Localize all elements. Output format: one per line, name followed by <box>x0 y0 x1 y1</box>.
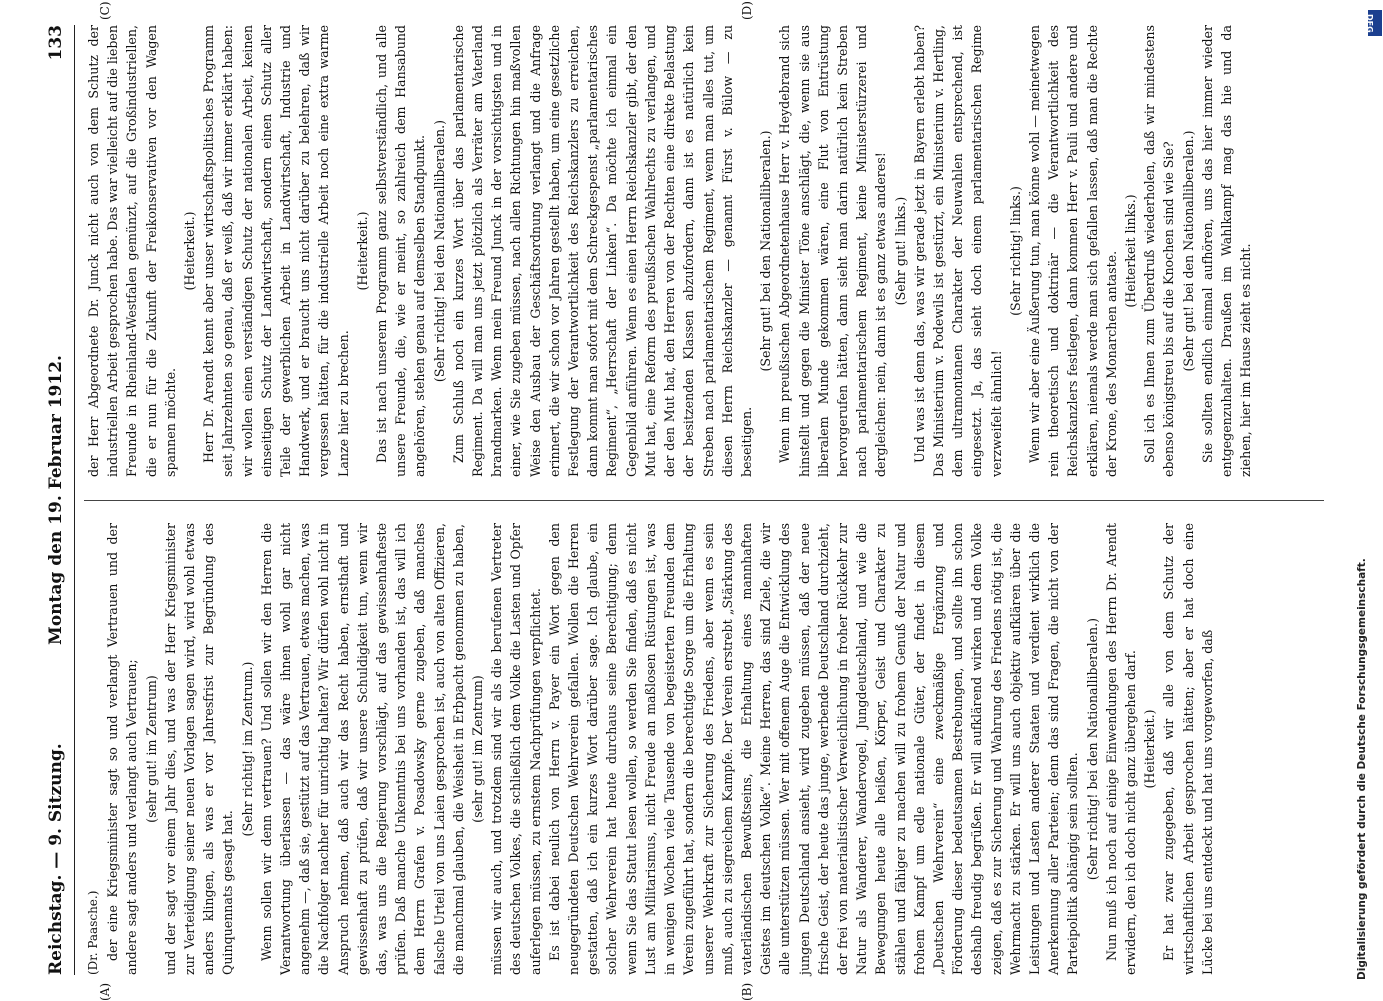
right-paragraph: (Sehr gut! bei den Nationalliberalen.) <box>1180 130 1196 372</box>
dfg-notice: Digitalisierung gefördert durch die Deutsche Forschungsgemeinschaft. <box>1356 558 1368 980</box>
right-paragraph: (Heiterkeit.) <box>354 211 370 291</box>
left-paragraph: Es ist dabei neulich von Herrn v. Payer ein Wort gegen den neugegründeten Deutschen Wehrverein gefallen. Wollen die Herren gestatten, daß ich ein kurzes Wort darüber sage. Ich glaube, ein solcher Wehrverein hat heute durchaus seine Berechtigung; denn wenn Sie das Statut lesen wollen, so werden Sie finden, daß es nicht Lust am Militarismus, nicht Freude an maßlosen Rüstungen ist, was in wenigen Wochen viele Tausende von begeisterten Freunden dem Verein zugeführt hat, sondern die berechtigte Sorge um die Erhaltung unserer Wehrkraft zur Sicherung des Friedens, aber wenn es sein muß, auch zu siegreichem Kampfe. Der Verein erstrebt „Stärkung des vaterländischen Bewußtseins, die Erhaltung eines mannhaften Geistes im deutschen Volke“. Meine Herren, das sind Ziele, die wir alle unterstützen müssen. Wer mit offenem Auge die Entwicklung des jungen Deutschland ansieht, wird zugeben müssen, daß der neue frische Geist, der heute das junge, werbende Deutschland durchzieht, der frei von materialistischer Verweichlichung in froher Rückkehr zur Natur als Wanderer, Wandervogel, Jungdeutschland, und wie die Bewegungen heute alle heißen, Körper, Geist und Charakter zu stählen und fähiger zu machen will zu frohem Genuß der Natur und frohem Kampf um edle nationale Güter, der findet in diesem „Deutschen Wehrverein“ eine zweckmäßige Ergänzung und Förderung dieser bedeutsamen Bestrebungen, und sollte ihn schon deshalb freudig begrüßen. Er will aufklärend wirken und dem Volke zeigen, daß es zur Sicherung und Wahrung des Friedens nötig ist, die Wehrmacht zu stärken. Er will uns auch objektiv aufklären über die Leistungen und Lasten anderer Staaten und verdient wirklich die Anerkennung aller Parteien; denn das sind Fragen, die nicht von der Parteipolitik abhängig sein sollten. <box>546 523 1081 975</box>
left-paragraph: Er hat zwar zugegeben, daß wir alle von dem Schutz der wirtschaftlichen Arbeit gesprochen hätten; aber er hat doch eine Lücke bei uns entdeckt und hat uns vorgeworfen, daß <box>1161 523 1215 975</box>
marker-b: (B) <box>740 982 754 1001</box>
column-divider <box>84 500 1324 501</box>
right-paragraph: Wenn wir aber eine Äußerung tun, man könne wohl — meinetwegen rein theoretisch und doktrinär — die Verantwortlichkeit des Reichskanzlers festlegen, dann kommen Herr v. Pauli und andere und erklären, niemals werde man sich gefallen lassen, daß man die Rechte der Krone, des Monarchen antaste. <box>1026 25 1119 477</box>
left-column <box>84 523 1324 975</box>
marker-d: (D) <box>740 1 754 20</box>
marker-a: (A) <box>98 982 112 1001</box>
right-paragraph: (Sehr richtig! links.) <box>1007 186 1023 316</box>
rotated-page-content <box>40 1 1330 1001</box>
right-paragraph: Und was ist denn das, was wir gerade jetzt in Bayern erlebt haben? Das Ministerium v. Podewils ist gestürzt, ein Ministerium v. Hertling, dem ultramontanen Charakter der Neuwahlen entsprechend, ist eingesetzt. Ja, das sieht doch einem parlamentarischen Regime verzweifelt ähnlich! <box>911 25 1004 477</box>
right-paragraph: der Herr Abgeordnete Dr. Junck nicht auch von dem Schutz der industriellen Arbeit gesprochen habe. Das war vielleicht auf die lieben Freunde in Rheinland-Westfalen gemünzt, auf die Großindustriellen, die er nun für die Zukunft der Freikonservativen vor den Wagen spannen möchte. <box>86 25 178 477</box>
marker-c: (C) <box>98 1 112 20</box>
page-number: 133 <box>46 25 66 61</box>
left-paragraph: (sehr gut! im Zentrum) <box>143 675 159 823</box>
right-paragraph: (Heiterkeit links.) <box>1122 194 1138 308</box>
right-paragraph: Herr Dr. Arendt kennt aber unser wirtschaftspolitisches Programm seit Jahrzehnten so genau, daß er weiß, daß wir immer erklärt haben: wir wollen einen verständigen Schutz der nationalen Arbeit, keinen einseitigen Schutz der Landwirtschaft, sondern einen Schutz aller Teile der gewerblichen Arbeit in Landwirtschaft, Industrie und Handwerk, und er braucht uns nicht darüber zu belehren, daß wir vergessen hätten, für die industrielle Arbeit noch eine extra warme Lanze hier zu brechen. <box>201 25 351 477</box>
left-paragraph: (Sehr richtig! bei den Nationalliberalen.) <box>1084 617 1100 881</box>
left-paragraph: (Heiterkeit.) <box>1142 709 1158 789</box>
page-header <box>40 25 75 975</box>
header-date: Montag den 19. Februar 1912. <box>46 355 66 645</box>
right-paragraph: (Heiterkeit.) <box>182 211 198 291</box>
right-paragraph: Sie sollten endlich einmal aufhören, uns das hier immer wieder entgegenzuhalten. Draußen im Wahlkampf mag das hie und da ziehen, hier im Hause zieht es nicht. <box>1199 25 1254 477</box>
right-paragraph: (Sehr richtig! bei den Nationalliberalen.) <box>431 119 447 383</box>
right-paragraph: (Sehr gut! links.) <box>892 196 908 306</box>
right-paragraph: Wenn im preußischen Abgeordnetenhause Herr v. Heydebrand sich hinstellt und gegen die Minister Töne anschlägt, die, wenn sie aus liberalem Munde gekommen wären, eine Flut von Entrüstung hervorgerufen hätten, dann sieht man darin natürlich kein Streben nach parlamentarischem Regiment, keine Ministerstürzerei und dergleichen: nein, dann ist es ganz etwas anderes! <box>777 25 889 477</box>
left-paragraph: Wenn sollen wir denn vertrauen? Und sollen wir den Herren die Verantwortung überlassen — das wäre ihnen wohl gar nicht angenehm —, daß sie, gestützt auf das Vertrauen, etwas machen, was die Nachfolger nachher für unrichtig halten? Wir dürfen wohl nicht in Anspruch nehmen, daß auch wir das Recht haben, ernsthaft und gewissenhaft zu prüfen, daß wir unsere Schuldigkeit tun, wenn wir das, was uns die Regierung vorschlägt, auf das gewissenhafteste prüfen. Daß manche Unkenntnis bei uns vorhanden ist, das will ich dem Herrn Grafen v. Posadowsky gerne zugeben, daß manches falsche Urteil von uns Laien gesprochen ist, auch von alten Offizieren, die manchmal glauben, die Weisheit in Erbpacht genommen zu haben, <box>258 523 466 975</box>
right-paragraph: Zum Schluß noch ein kurzes Wort über das parlamentarische Regiment. Da will man uns jetzt plötzlich als Verräter am Vaterland brandmarken. Wenn mein Freund Junck in der vorsichtigsten und in einer, wie Sie zugeben müssen, nach allen Richtungen hin maßvollen Weise den Ausbau der Geschäftsordnung verlangt und die Anfrage erinnert, die wir schon vor Jahren gestellt haben, um eine gesetzliche Festlegung der Verantwortlichkeit des Reichskanzlers zu erreichen, dann kommt man sofort mit dem Schreckgespenst „parlamentarisches Regiment“, „Herrschaft der Linken“. Da möchte ich einmal ein Gegenbild anführen. Wenn es einen Herrn Reichskanzler gibt, der den Mut hat, eine Reform des preußischen Wahlrechts zu verlangen, und der den Mut hat, den Herren von der Rechten eine direkte Belastung der besitzenden Klassen abzufordern, dann ist es natürlich kein Streben nach parlamentarischem Regiment, wenn man alles tut, um diesen Herrn Reichskanzler — genannt Fürst v. Bülow — zu beseitigen. <box>450 25 754 477</box>
left-paragraph: (Dr. Paasche.) <box>86 890 100 975</box>
left-paragraph: (sehr gut! im Zentrum) <box>470 675 486 823</box>
left-paragraph: Nun muß ich noch auf einige Einwendungen des Herrn Dr. Arendt erwidern, den ich doch nicht ganz übergehen darf. <box>1103 523 1138 975</box>
left-paragraph: müssen wir auch, und trotzdem sind wir als die berufenen Vertreter des deutschen Volkes, die schließlich dem Volke die Lasten und Opfer auferlegen müssen, zu ernstem Nachprüfungen verpflichtet. <box>489 523 543 975</box>
dfg-logo: DFG <box>1368 10 1382 36</box>
right-paragraph: (Sehr gut! bei den Nationalliberalen.) <box>758 130 774 372</box>
right-column <box>84 25 1324 477</box>
left-paragraph: und der sagt vor einem Jahr dies, und was der Herr Kriegsminister zur Verteidigung seiner neuen Vorlagen sagen wird, wird wohl etwas anders klingen, als was er vor Jahresfrist zur Begründung des Quinquennats gesagt hat. <box>162 523 236 975</box>
left-paragraph: der eine Kriegsminister sagt so und verlangt Vertrauen und der andere sagt anders und verlangt auch Vertrauen; <box>105 523 140 975</box>
right-paragraph: Das ist nach unserem Programm ganz selbstverständlich, und alle unsere Freunde, die, wie er meint, so zahlreich dem Hansabund angehören, stehen genau auf demselben Standpunkt. <box>374 25 428 477</box>
left-paragraph: (Sehr richtig! im Zentrum.) <box>239 661 255 837</box>
header-left: Reichstag. — 9. Sitzung. <box>46 743 66 975</box>
scanned-page <box>40 1 1330 1001</box>
right-paragraph: Soll ich es Ihnen zum Überdruß wiederholen, daß wir mindestens ebenso königstreu bis auf die Knochen sind wie Sie? <box>1142 25 1177 477</box>
